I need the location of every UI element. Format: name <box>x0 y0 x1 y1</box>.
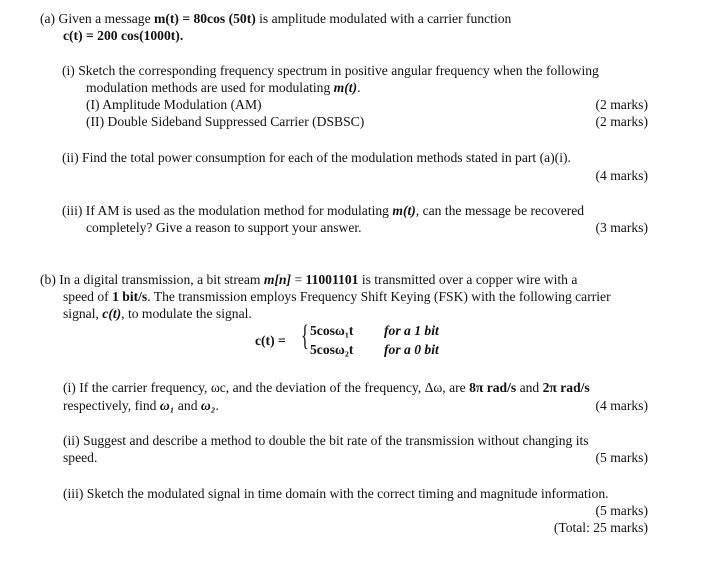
part-a-iii-line2: completely? Give a reason to support your answer. <box>86 220 362 235</box>
part-a-ii-line <box>62 150 571 166</box>
part-b-i-omega1: ω₁ <box>159 398 175 413</box>
part-b-line3-post: , to modulate the signal. <box>121 306 252 321</box>
part-b-line1-eq: = <box>291 272 306 287</box>
part-b-i-line2-post: . <box>215 398 219 413</box>
part-a-i-line1 <box>62 63 599 79</box>
part-b-i-line2-and: and <box>174 398 201 413</box>
part-a-iii-marks: (3 marks) <box>595 220 648 235</box>
part-b-speed: 1 bit/s <box>112 289 148 304</box>
part-b-ii-label: (ii) <box>63 433 80 448</box>
part-a-ii-label: (ii) <box>62 150 79 165</box>
part-a-iii-line1-var: m(t) <box>392 203 416 218</box>
part-b-i-line2-pre: respectively, find <box>63 398 160 413</box>
equation-brace: { <box>301 319 309 352</box>
part-a-i-text-line1: Sketch the corresponding frequency spectrum in positive angular frequency when the following <box>78 63 599 78</box>
part-b-i-line1-pre: If the carrier frequency, ωc, and the deviation of the frequency, Δω, are <box>79 380 470 395</box>
part-a-iii-line1-post: , can the message be recovered <box>415 203 585 218</box>
part-a-i-line2-pre: modulation methods are used for modulating <box>86 80 334 95</box>
part-a-i-line2-var: m(t) <box>333 80 358 95</box>
part-a-intro-pre: Given a message <box>58 11 155 26</box>
part-b-i-omega2: ω₂ <box>200 398 216 413</box>
part-b-iii-line <box>63 486 609 502</box>
part-a-i-line2-post: . <box>357 80 361 95</box>
part-b-bitstream-value: 11001101 <box>305 272 359 287</box>
part-b-line2-post: . The transmission employs Frequency Shift Keying (FSK) with the following carrier <box>147 289 611 304</box>
part-b-line3-pre: signal, <box>63 306 103 321</box>
part-b-iii-text: Sketch the modulated signal in time domain with the correct timing and magnitude information. <box>86 486 609 501</box>
part-a-i-II-text: (II) Double Sideband Suppressed Carrier (DSBSC) <box>86 114 365 129</box>
equation-case1-condition: for a 1 bit <box>384 323 439 338</box>
part-b-label: (b) <box>40 272 56 287</box>
part-b-bitstream-var: m[n] <box>263 272 292 287</box>
part-a-i-I-marks: (2 marks) <box>595 97 648 112</box>
part-a-iii-label: (iii) <box>62 203 83 218</box>
part-b-line1-pre: In a digital transmission, a bit stream <box>59 272 264 287</box>
part-a-ii-marks: (4 marks) <box>595 168 648 183</box>
carrier-expression: c(t) = 200 cos(1000t). <box>63 28 184 43</box>
part-b-i-line1-and: and <box>516 380 543 395</box>
part-b-line3 <box>63 306 252 322</box>
part-b-ii-text-line1: Suggest and describe a method to double the bit rate of the transmission without changing its <box>83 433 589 448</box>
part-a-intro-post: is amplitude modulated with a carrier function <box>255 11 512 26</box>
part-a-i-I-text: (I) Amplitude Modulation (AM) <box>86 97 262 112</box>
part-a-i-II-marks: (2 marks) <box>595 114 648 129</box>
total-marks: (Total: 25 marks) <box>553 520 648 535</box>
part-b-iii-label: (iii) <box>63 486 84 501</box>
part-a-i-label: (i) <box>62 63 75 78</box>
part-b-i-carrier-value: 8π rad/s <box>469 380 517 395</box>
equation-case1: 5cosω₁t <box>310 323 354 338</box>
part-b-line2 <box>63 289 611 305</box>
equation-case2: 5cosω₂t <box>310 342 354 357</box>
part-b-line1-post: is transmitted over a copper wire with a <box>358 272 578 287</box>
part-b-i-line1 <box>63 380 590 396</box>
part-b-ii-marks: (5 marks) <box>595 450 648 465</box>
equation-case2-condition: for a 0 bit <box>384 342 439 357</box>
part-b-iii-marks: (5 marks) <box>595 503 648 518</box>
part-a-iii-line1 <box>62 203 584 219</box>
part-b-i-marks: (4 marks) <box>595 398 648 413</box>
part-a-label: (a) <box>40 11 56 26</box>
part-a-line1 <box>40 11 511 27</box>
part-b-line3-var: c(t) <box>102 306 122 321</box>
part-b-line1 <box>40 272 577 288</box>
part-a-iii-line1-pre: If AM is used as the modulation method for modulating <box>85 203 393 218</box>
message-expression: m(t) = 80cos (50t) <box>154 11 256 26</box>
part-b-i-line2 <box>63 398 219 414</box>
part-b-ii-line2: speed. <box>63 450 98 465</box>
equation-lhs: c(t) = <box>255 333 286 348</box>
part-b-i-deviation-value: 2π rad/s <box>542 380 590 395</box>
part-a-i-line2 <box>86 80 360 96</box>
part-b-line2-pre: speed of <box>63 289 113 304</box>
part-b-ii-line1 <box>63 433 589 449</box>
part-a-ii-text: Find the total power consumption for each of the modulation methods stated in part (a)(i). <box>82 150 571 165</box>
part-b-i-label: (i) <box>63 380 76 395</box>
